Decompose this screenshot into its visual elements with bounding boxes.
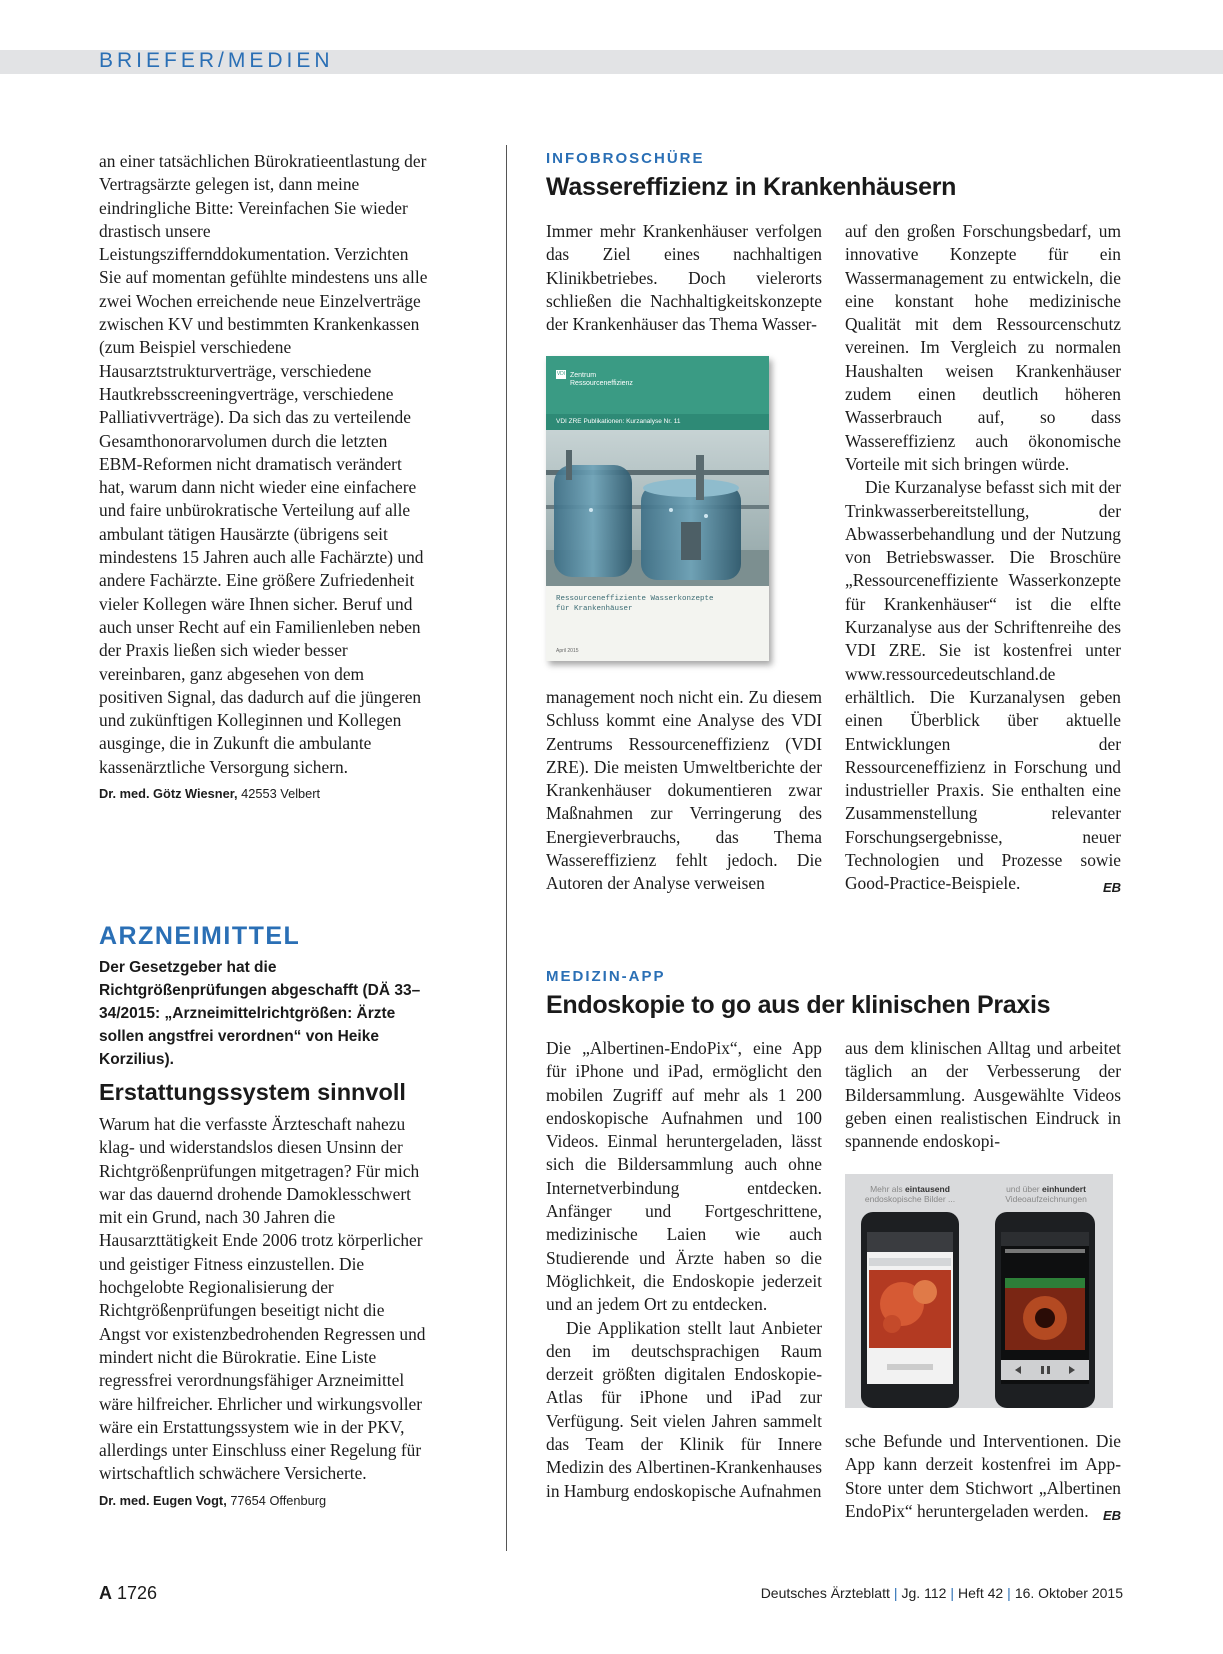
infobroschuere-col1-top: Immer mehr Krankenhäuser verfolgen das Ziel eines nachhaltigen Klinikbetriebes. Doch vielerorts schließen die Nachhaltigkeitskonzepte der Krankenhäuser das Thema Wasser- xyxy=(546,221,822,335)
section-title: BRIEFER/MEDIEN xyxy=(99,49,334,72)
brochure-org-line1: Zentrum xyxy=(570,372,597,379)
journal-volume: Jg. 112 xyxy=(901,1585,947,1601)
caption-text: Videoaufzeichnungen xyxy=(1005,1194,1087,1204)
infobroschuere-col2-p1: auf den großen Forschungsbedarf, um innovative Konzepte für ein Wassermanagement zu entwickeln, die eine konstant hohe medizinische Qualität mit dem Ressourcenschutz vereinen. Im Vergleich zu normalen Haushalten weisen Krankenhäuser zudem einen deutlich höheren Wasserbrauch auf, so dass Wassereffizienz auch ökonomische Vorteile mit sich bringen würde. xyxy=(845,221,1121,474)
arzneimittel-letter xyxy=(99,1113,429,1510)
brochure-series: VDI ZRE Publikationen: Kurzanalyse Nr. 11 xyxy=(546,414,769,430)
column-divider xyxy=(506,145,507,1551)
infobroschuere-col2 xyxy=(845,220,1121,900)
medizinapp-col2-bottom-body: sche Befunde und Interventionen. Die App kann derzeit kostenfrei im App-Store unter dem Stichwort „Albertinen EndoPix“ heruntergeladen werden. xyxy=(845,1431,1121,1521)
water-tanks-illustration xyxy=(546,430,769,586)
letter-top-body: an einer tatsächlichen Bürokratieentlastung der Vertragsärzte gelegen ist, dann meine eindringliche Bitte: Vereinfachen Sie wieder drastisch unsere Leistungsziffernddokumentation. Verzichten Sie auf momentan gefühlte mindestens uns alle zwei Wochen erreichende neue Einzelverträge zwischen KV und bestimmten Krankenkassen (zum Beispiel verschiedene Hausarztstrukturverträge, verschiedene Hautkrebsscreeningverträge, verschiedene Palliativverträge). Da sich das zu verteilende Gesamthonorarvolumen durch die letzten EBM-Reformen nicht dramatisch verändert hat, warum dann nicht wieder eine einfachere und faire unbürokratische Verteilung auf alle ambulant tätigen Hausärzte (übrigens seit mindestens 15 Jahren auch alle Fachärzte) und andere Fachärzte. Eine größere Zufriedenheit vieler Kollegen wäre Ihnen sicher. Beruf und auch unser Recht auf ein Familienleben neben der Praxis ließen sich wieder besser vereinbaren, ganz abgesehen von dem positiven Signal, das dadurch auf die jüngeren und zukünftigen Kolleginnen und Kollegen ausginge, die in Zukunft die ambulante kassenärztliche Versorgung sichern. xyxy=(99,151,428,777)
brochure-org-line2: Ressourceneffizienz xyxy=(570,380,633,387)
vdi-logo: VDI xyxy=(556,371,566,377)
caption-text: und über xyxy=(1006,1184,1042,1194)
author-initials: EB xyxy=(1102,880,1121,896)
journal-date: 16. Oktober 2015 xyxy=(1014,1585,1123,1601)
medizinapp-title: Endoskopie to go aus der klinischen Praxis xyxy=(546,991,1051,1019)
phone-right-illustration xyxy=(983,1174,1109,1408)
journal-name: Deutsches Ärzteblatt xyxy=(760,1585,890,1601)
medizinapp-col2-bottom-text xyxy=(845,1430,1121,1523)
phone-left-illustration xyxy=(847,1174,973,1408)
medizinapp-kicker: MEDIZIN-APP xyxy=(546,968,666,985)
author-initials: EB xyxy=(1102,1507,1121,1523)
journal-issue: Heft 42 xyxy=(958,1585,1004,1601)
medizinapp-col1-p2: Die Applikation stellt laut Anbieter den im deutschsprachigen Raum derzeit größten digitalen Endoskopie-Atlas für iPhone und iPad zur Verfügung. Seit vielen Jahren sammelt das Team der Klinik für Innere Medizin des Albertinen-Krankenhauses in Hamburg endoskopische Aufnahmen xyxy=(546,1317,822,1501)
phone-panel-right xyxy=(983,1174,1109,1408)
letter-top-signature xyxy=(99,785,429,803)
infobroschuere-col1-bottom: management noch nicht ein. Zu diesem Schluss kommt eine Analyse des VDI Zentrums Ressourceneffizienz (VDI ZRE). Die meisten Umweltberichte der Krankenhäuser dokumentieren zwar Maßnahmen zur Verringerung des Energieverbrauchs, das Thema Wassereffizienz fehlt jedoch. Die Autoren der Analyse verweisen xyxy=(546,687,822,894)
medizinapp-col1 xyxy=(546,1037,822,1503)
brochure-caption xyxy=(556,594,714,614)
caption-text: endoskopische Bilder ... xyxy=(864,1194,956,1204)
arzneimittel-body: Warum hat die verfasste Ärzteschaft nahezu klag- und widerstandslos diesen Unsinn der Richtgrößenprüfungen mitgetragen? Für mich war das dauernd drohende Damoklesschwert mit ein Grund, nach 30 Jahren die Hausarzttätigkeit Ende 2006 trotz körperlicher und geistiger Fitness einzustellen. Die hochgelobte Regionalisierung der Richtgrößenprüfungen beseitigt nicht die Angst vor existenzbedrohenden Regressen und mindert nicht die Bürokratie. Eine Liste regressfrei verordnungsfähiger Arzneimittel wäre hilfreicher. Ehrlicher und wirkungsvoller wäre ein Erstattungssystem wie in der PKV, allerdings unter Einschluss einer Regelung für wirtschaftlich schwächere Versicherte. xyxy=(99,1114,426,1484)
infobroschuere-title: Wassereffizienz in Krankenhäusern xyxy=(546,173,957,201)
brochure-org xyxy=(570,372,633,388)
arzneimittel-title: Erstattungssystem sinnvoll xyxy=(99,1079,406,1105)
caption-text: Mehr als xyxy=(870,1184,906,1194)
signature-place: 42553 Velbert xyxy=(241,786,321,802)
medizinapp-col2-top: aus dem klinischen Alltag und arbeitet täglich an der Verbesserung der Bildersammlung. Ausgewählte Videos geben einen realistischen Eindruck in spannende endoskopi- xyxy=(845,1038,1121,1152)
phone-panel-left xyxy=(847,1174,973,1408)
brochure-date: April 2015 xyxy=(556,648,579,654)
arzneimittel-signature xyxy=(99,1492,429,1510)
medizinapp-col2-bottom xyxy=(845,1430,1121,1527)
infobroschuere-col2-p2 xyxy=(845,476,1121,895)
signature-place: 77654 Offenburg xyxy=(230,1492,327,1508)
signature-name: Dr. med. Götz Wiesner, xyxy=(99,786,238,802)
journal-footer: Deutsches Ärzteblatt | Jg. 112 | Heft 42 | 16. Oktober 2015 xyxy=(760,1585,1123,1601)
page-number-value: 1726 xyxy=(117,1583,158,1603)
infobroschuere-kicker: INFOBROSCHÜRE xyxy=(546,150,705,167)
infobroschuere-col2-p2-text: Die Kurzanalyse befasst sich mit der Trinkwasserbereitstellung, der Abwasserbehandlung und der Nutzung von Betriebswasser. Die Broschüre „Ressourceneffiziente Wasserkonzepte für Krankenhäuser“ ist die elfte Kurzanalyse aus der Schriftenreihe des VDI ZRE. Sie ist kostenfrei unter www.ressourcedeutschland.de erhältlich. Die Kurzanalysen geben einen Überblick über aktuelle Entwicklungen der Ressourceneffizienz in Forschung und industrieller Praxis. Sie enthalten eine Zusammenstellung relevanter Forschungsergebnisse, neuer Technologien und Prozesse sowie Good-Practice-Beispiele. xyxy=(845,477,1121,894)
caption-bold: eintausend xyxy=(905,1184,950,1194)
caption-bold: einhundert xyxy=(1042,1184,1086,1194)
page-number xyxy=(99,1583,157,1604)
arzneimittel-kicker: ARZNEIMITTEL xyxy=(99,922,301,950)
brochure-cover-image xyxy=(546,356,769,661)
page-prefix: A xyxy=(99,1583,112,1603)
signature-name: Dr. med. Eugen Vogt, xyxy=(99,1492,227,1508)
brochure-caption-line1: Ressourceneffiziente Wasserkonzepte xyxy=(556,595,714,603)
arzneimittel-reference: Der Gesetzgeber hat die Richtgrößenprüfungen abgeschafft (DÄ 33–34/2015: „Arzneimittelrichtgrößen: Ärzte sollen angstfrei verordnen“ von Heike Korzilius). xyxy=(99,959,421,1068)
app-screenshot-image xyxy=(845,1174,1113,1408)
medizinapp-col1-p1: Die „Albertinen-EndoPix“, eine App für iPhone und iPad, ermöglicht den mobilen Zugriff auf mehr als 1 200 endoskopische Aufnahmen und 100 Videos. Einmal heruntergeladen, lässt sich die Bildersammlung auch ohne Internetverbindung entdecken. Anfänger und Fortgeschrittene, medizinische Laien wie auch Studierende und Ärzte haben so die Möglichkeit, die Endoskopie jederzeit und an jedem Ort zu entdecken. xyxy=(546,1038,822,1315)
letter-top xyxy=(99,150,429,803)
brochure-caption-line2: für Krankenhäuser xyxy=(556,605,633,613)
